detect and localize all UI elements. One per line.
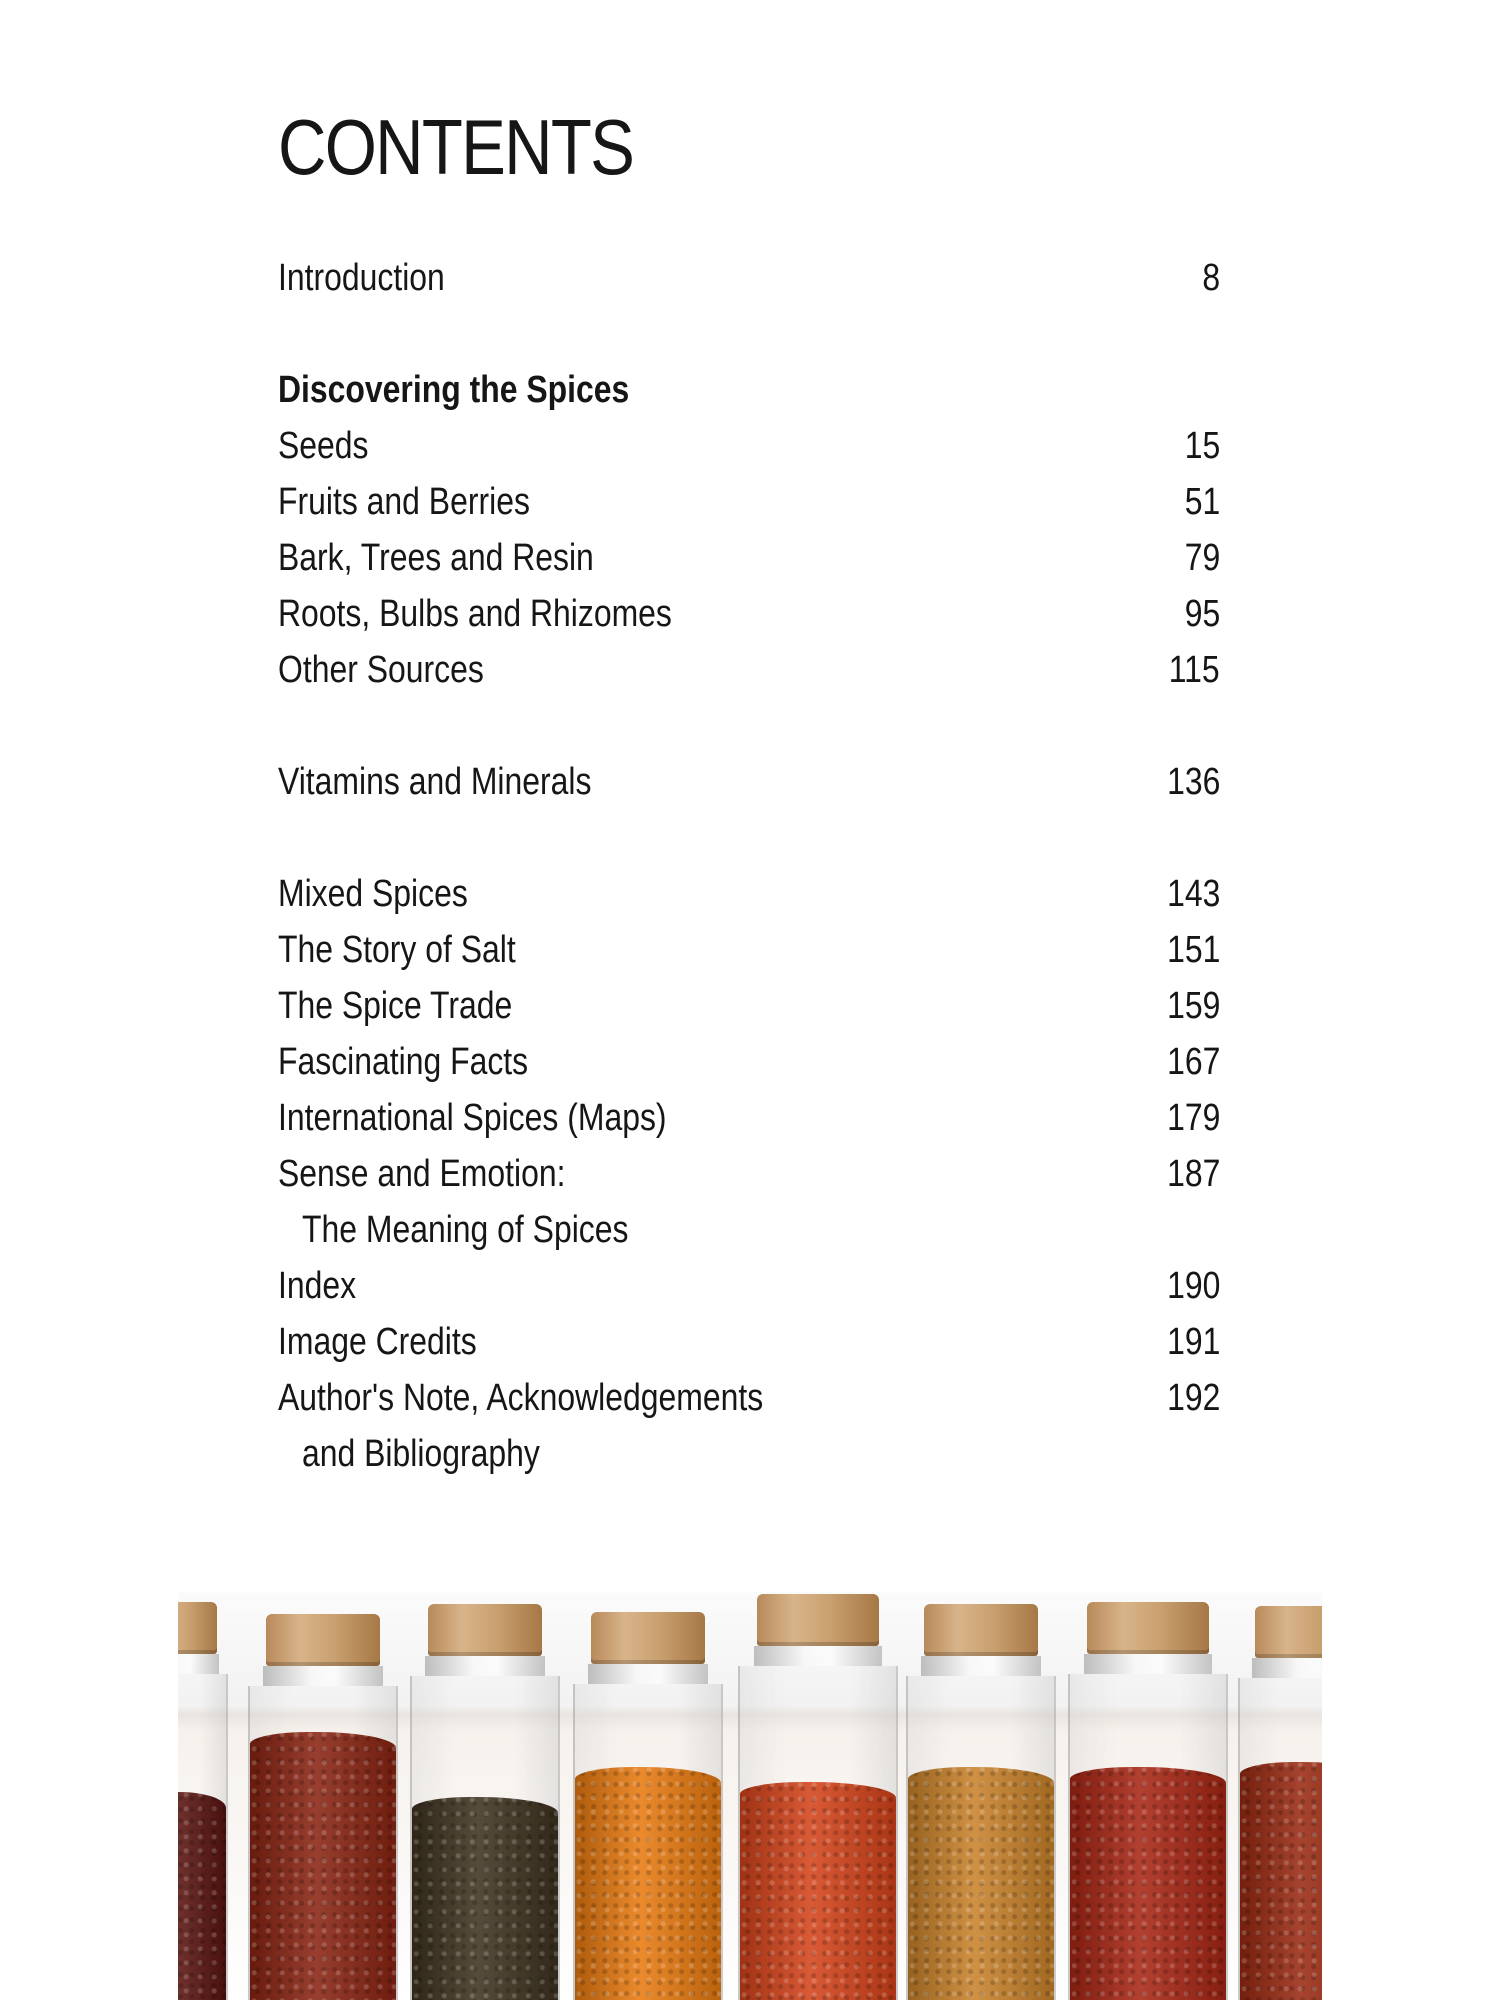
toc-entry-bark xyxy=(278,530,1220,586)
toc-entry-international xyxy=(278,1090,1220,1146)
jar-glass xyxy=(248,1686,398,2000)
cork-stopper xyxy=(1255,1606,1322,1658)
spice-jars-photo xyxy=(178,1592,1322,2000)
toc-entry-index xyxy=(278,1258,1220,1314)
toc-entry-facts xyxy=(278,1034,1220,1090)
toc-entry-mixed-spices xyxy=(278,866,1220,922)
spice-jar xyxy=(1068,1592,1228,2000)
spice-jar xyxy=(248,1592,398,2000)
jar-glass xyxy=(738,1666,898,2000)
cork-stopper xyxy=(428,1604,542,1656)
toc-entry-continuation xyxy=(278,1426,1220,1482)
jar-neck xyxy=(921,1656,1041,1676)
cork-stopper xyxy=(591,1612,705,1664)
ground-spice xyxy=(575,1767,721,2000)
entry-label-continuation: and Bibliography xyxy=(302,1433,540,1475)
ground-spice xyxy=(1070,1767,1226,2000)
cork-stopper xyxy=(757,1594,879,1646)
entry-label: Mixed Spices xyxy=(278,873,468,915)
ground-spice xyxy=(740,1782,896,2000)
entry-label: Introduction xyxy=(278,257,445,299)
cork-stopper xyxy=(266,1614,380,1666)
entry-label: Other Sources xyxy=(278,649,484,691)
spice-jar xyxy=(178,1592,228,2000)
entry-label: Image Credits xyxy=(278,1321,477,1363)
ground-spice xyxy=(908,1767,1054,2000)
toc-entry-introduction xyxy=(278,250,1220,306)
entry-page-number: 179 xyxy=(1166,1097,1220,1139)
entry-label: Bark, Trees and Resin xyxy=(278,537,594,579)
toc-entry-authors-note xyxy=(278,1370,1220,1426)
entry-page-number: 143 xyxy=(1166,873,1220,915)
entry-label: Vitamins and Minerals xyxy=(278,761,592,803)
toc-entry-vitamins xyxy=(278,754,1220,810)
jar-neck xyxy=(1084,1654,1212,1674)
toc-entry-continuation xyxy=(278,1202,1220,1258)
jar-neck xyxy=(1252,1658,1322,1678)
entry-label: Roots, Bulbs and Rhizomes xyxy=(278,593,672,635)
jar-glass xyxy=(1238,1678,1322,2000)
jar-neck xyxy=(263,1666,383,1686)
jar-glass xyxy=(178,1674,228,2000)
entry-page-number: 192 xyxy=(1166,1377,1220,1419)
jar-neck xyxy=(588,1664,708,1684)
entry-page-number: 159 xyxy=(1166,985,1220,1027)
entry-label: Fascinating Facts xyxy=(278,1041,529,1083)
jar-glass xyxy=(410,1676,560,2000)
entry-label: International Spices (Maps) xyxy=(278,1097,667,1139)
entry-page-number: 51 xyxy=(1184,481,1220,523)
spice-jar xyxy=(738,1592,898,2000)
entry-label: The Spice Trade xyxy=(278,985,513,1027)
cork-stopper xyxy=(924,1604,1038,1656)
toc-entry-spice-trade xyxy=(278,978,1220,1034)
toc-entry-seeds xyxy=(278,418,1220,474)
toc-entry-fruits xyxy=(278,474,1220,530)
toc-entry-sense-emotion xyxy=(278,1146,1220,1202)
spice-jar xyxy=(906,1592,1056,2000)
toc-section-heading xyxy=(278,362,1220,418)
entry-page-number: 79 xyxy=(1184,537,1220,579)
spice-jar xyxy=(410,1592,560,2000)
section-heading-label: Discovering the Spices xyxy=(278,369,630,411)
ground-spice xyxy=(178,1792,226,2000)
ground-spice xyxy=(1240,1762,1322,2000)
jar-glass xyxy=(573,1684,723,2000)
entry-label: The Story of Salt xyxy=(278,929,516,971)
entry-page-number: 15 xyxy=(1184,425,1220,467)
entry-label: Index xyxy=(278,1265,357,1307)
toc-entry-roots xyxy=(278,586,1220,642)
ground-spice xyxy=(412,1797,558,2000)
cork-stopper xyxy=(1087,1602,1209,1654)
entry-label: Author's Note, Acknowledgements xyxy=(278,1377,764,1419)
cork-stopper xyxy=(178,1602,217,1654)
jar-neck xyxy=(178,1654,219,1674)
entry-page-number: 167 xyxy=(1166,1041,1220,1083)
jar-glass xyxy=(1068,1674,1228,2000)
table-of-contents xyxy=(278,250,1220,1482)
entry-page-number: 8 xyxy=(1202,257,1220,299)
entry-page-number: 115 xyxy=(1169,649,1220,691)
entry-page-number: 136 xyxy=(1166,761,1220,803)
jar-glass xyxy=(906,1676,1056,2000)
toc-entry-other-sources xyxy=(278,642,1220,698)
jar-neck xyxy=(425,1656,545,1676)
entry-page-number: 151 xyxy=(1166,929,1220,971)
jar-neck xyxy=(754,1646,882,1666)
entry-page-number: 191 xyxy=(1166,1321,1220,1363)
spice-jar xyxy=(1238,1592,1322,2000)
entry-label: Seeds xyxy=(278,425,369,467)
entry-label: Fruits and Berries xyxy=(278,481,530,523)
entry-label-continuation: The Meaning of Spices xyxy=(302,1209,629,1251)
page-title: CONTENTS xyxy=(278,103,634,191)
ground-spice xyxy=(250,1732,396,2000)
entry-label: Sense and Emotion: xyxy=(278,1153,566,1195)
entry-page-number: 95 xyxy=(1184,593,1220,635)
toc-entry-salt xyxy=(278,922,1220,978)
spice-jar xyxy=(573,1592,723,2000)
toc-entry-image-credits xyxy=(278,1314,1220,1370)
entry-page-number: 187 xyxy=(1166,1153,1220,1195)
entry-page-number: 190 xyxy=(1166,1265,1220,1307)
